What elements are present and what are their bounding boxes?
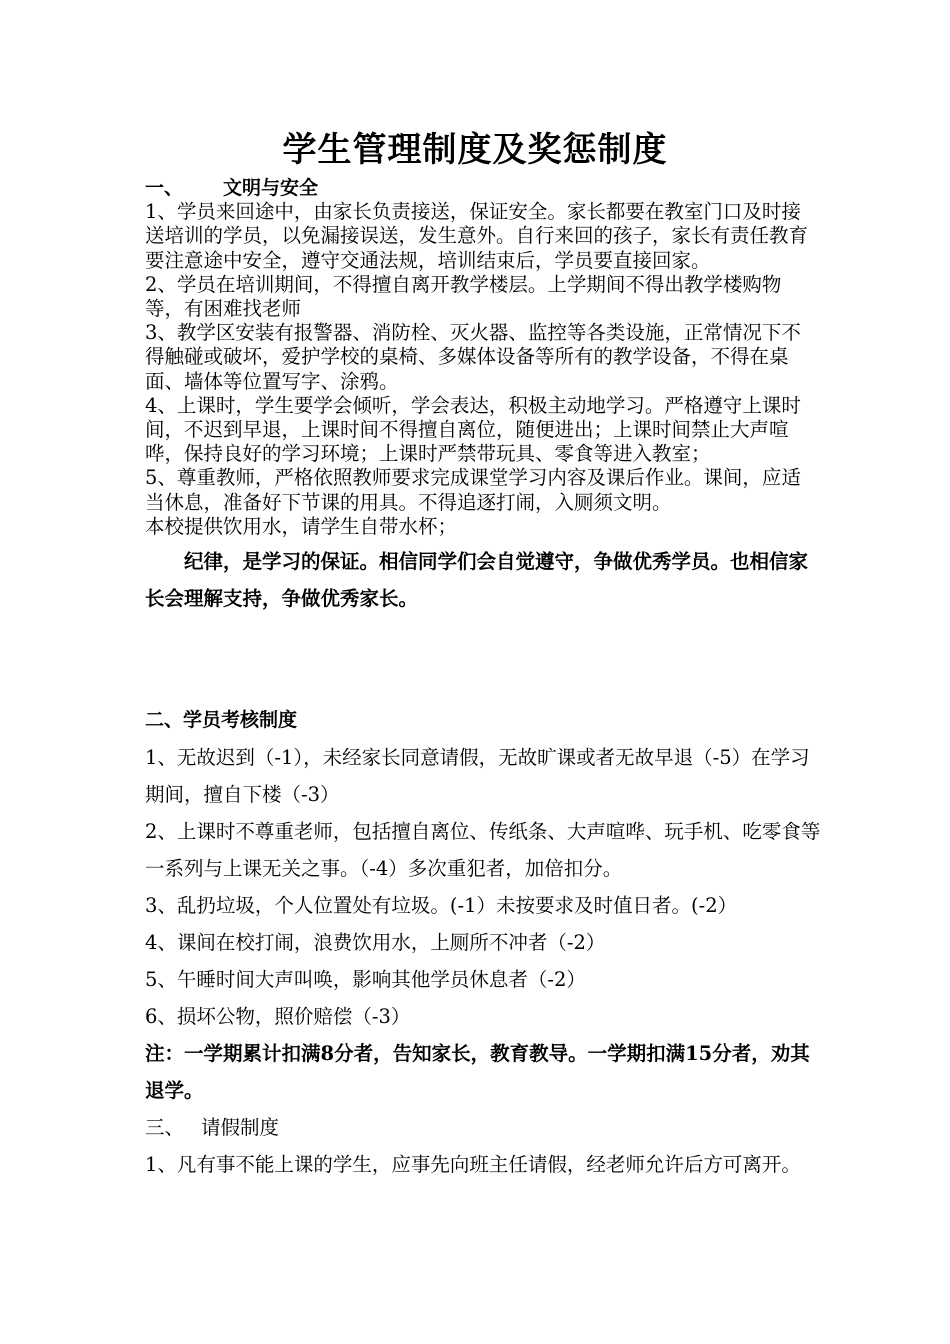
- rule-item: 5、尊重教师，严格依照教师要求完成课堂学习内容及课后作业。课间，应适当休息，准备好下节课的用具。不得追逐打闹，入厕须文明。: [145, 466, 801, 514]
- section-civility-safety: [145, 176, 815, 617]
- rule-item: 3、教学区安装有报警器、消防栓、灭火器、监控等各类设施，正常情况下不得触碰或破坏，爱护学校的桌椅、多媒体设备等所有的教学设备，不得在桌面、墙体等位置写字、涂鸦。: [145, 321, 801, 393]
- rule-item: 3、乱扔垃圾，个人位置处有垃圾。(-1）未按要求及时值日者。(-2）: [145, 894, 738, 917]
- rule-item: 1、凡有事不能上课的学生，应事先向班主任请假，经老师允许后方可离开。: [145, 1153, 801, 1176]
- heading-number: 三、: [145, 1116, 185, 1139]
- heading-text: 文明与安全: [223, 177, 319, 199]
- section-assessment: [145, 702, 825, 1183]
- rule-item: 本校提供饮用水，请学生自带水杯；: [145, 514, 458, 538]
- assessment-note: 注：一学期累计扣满8分者，告知家长，教育教导。一学期扣满15分者，劝其退学。: [145, 1042, 810, 1102]
- rule-item: 4、上课时，学生要学会倾听，学会表达，积极主动地学习。严格遵守上课时间，不迟到早退，上课时间不得擅自离位，随便进出；上课时间禁止大声喧哗，保持良好的学习环境；上课时严禁带玩具、零食等进入教室；: [145, 393, 801, 466]
- section-heading-leave: [145, 1109, 825, 1146]
- section-heading: 二、学员考核制度: [145, 709, 298, 731]
- rule-item: 2、上课时不尊重老师，包括擅自离位、传纸条、大声喧哗、玩手机、吃零食等一系列与上课无关之事。（-4）多次重犯者，加倍扣分。: [145, 820, 821, 880]
- heading-number: 一、: [145, 177, 184, 199]
- rule-item: 4、课间在校打闹，浪费饮用水，上厕所不冲者（-2）: [145, 931, 606, 954]
- closing-statement: 纪律，是学习的保证。相信同学们会自觉遵守，争做优秀学员。也相信家长会理解支持，争做优秀家长。: [145, 550, 809, 611]
- rule-item: 1、无故迟到（-1），未经家长同意请假，无故旷课或者无故早退（-5）在学习期间，擅自下楼（-3）: [145, 746, 810, 806]
- heading-text: 请假制度: [201, 1116, 280, 1139]
- rule-item: 2、学员在培训期间，不得擅自离开教学楼层。上学期间不得出教学楼购物等，有困难找老师: [145, 272, 782, 321]
- rule-item: 5、午睡时间大声叫唤，影响其他学员休息者（-2）: [145, 968, 586, 991]
- rule-item: 6、损坏公物，照价赔偿（-3）: [145, 1005, 411, 1028]
- page-title: 学生管理制度及奖惩制度: [282, 130, 668, 170]
- rule-item: 1、学员来回途中，由家长负责接送，保证安全。家长都要在教室门口及时接送培训的学员，以免漏接误送，发生意外。自行来回的孩子，家长有责任教育要注意途中安全，遵守交通法规，培训结束后，学员要直接回家。: [145, 200, 809, 272]
- section-heading: [145, 176, 815, 200]
